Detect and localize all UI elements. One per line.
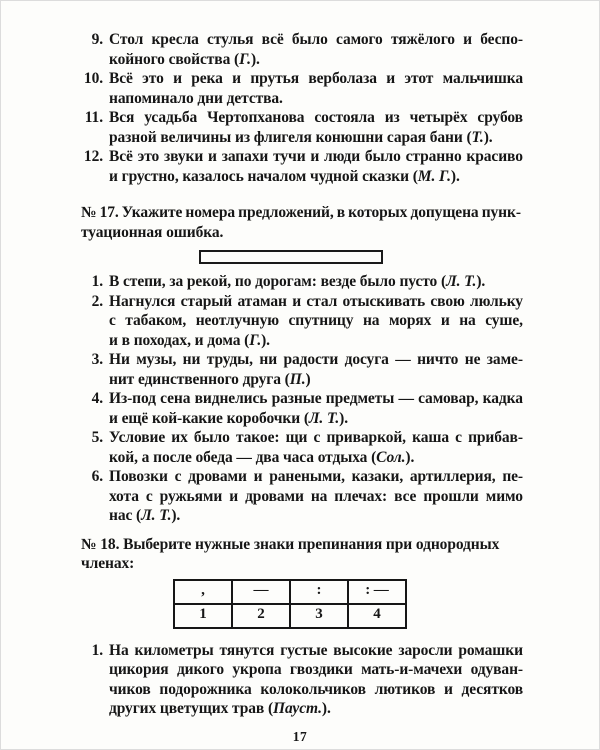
item-text: Стол кресла стулья всё было самого тяжёлого и беспо- койного свойства (Г.). bbox=[109, 31, 523, 68]
list-item bbox=[81, 389, 599, 428]
list-item bbox=[81, 69, 599, 108]
exercise-18-heading-text: № 18. Выберите нужные знаки препинания при однородных членах: bbox=[81, 535, 500, 572]
punctuation-row bbox=[174, 580, 406, 604]
item-number: 12. bbox=[83, 148, 103, 165]
list-item bbox=[81, 108, 599, 147]
list-item bbox=[81, 641, 599, 719]
exercise-17-heading-text: № 17. Укажите номера предложений, в которых допущена пунк- туационная ошибка. bbox=[81, 204, 521, 241]
list-item bbox=[81, 467, 599, 526]
item-number: 9. bbox=[91, 31, 103, 48]
item-number: 3. bbox=[91, 351, 103, 368]
punct-option-cell: — bbox=[232, 580, 290, 604]
item-number: 6. bbox=[91, 468, 103, 485]
list-item bbox=[81, 30, 599, 69]
item-number: 4. bbox=[91, 390, 103, 407]
item-number: 1. bbox=[91, 641, 103, 659]
list-item bbox=[81, 428, 599, 467]
option-number-row bbox=[174, 604, 406, 628]
item-text: Всё это и река и прутья верболаза и этот мальчишка напоминало дни детства. bbox=[109, 70, 523, 107]
item-text: Нагнулся старый атаман и стал отыскивать свою люльку с табаком, неотлучную спутницу на морях и на суше, и в походах, и дома (Г.). bbox=[109, 292, 523, 349]
exercise-17-items bbox=[1, 272, 599, 526]
option-number-cell: 3 bbox=[290, 604, 348, 628]
item-number: 2. bbox=[91, 292, 103, 310]
item-text: Условие их было такое: щи с приваркой, каша с прибав- кой, а после обеда — два часа отдыха (Сол.). bbox=[109, 429, 523, 466]
option-number-cell: 1 bbox=[174, 604, 232, 628]
exercise-items-9-12 bbox=[1, 30, 599, 186]
item-number: 10. bbox=[83, 70, 103, 87]
option-number-cell: 4 bbox=[348, 604, 406, 628]
exercise-18-items bbox=[1, 641, 599, 719]
item-text: Из-под сена виднелись разные предметы — самовар, кадка и ещё кой-какие коробочки (Л. Т.). bbox=[109, 390, 523, 427]
list-item bbox=[81, 272, 599, 292]
answer-box bbox=[199, 250, 383, 264]
item-number: 1. bbox=[91, 273, 103, 290]
punct-option-cell: : bbox=[290, 580, 348, 604]
item-number: 11. bbox=[84, 109, 103, 126]
punct-option-cell: , bbox=[174, 580, 232, 604]
list-item bbox=[81, 147, 599, 186]
item-text: На километры тянутся густые высокие заросли ромашки цикория дикого укропа гвоздики мать-и-мачехи одуван- чиков подорожника колокольчиков лютиков и десятков других цветущих трав (Пауст.). bbox=[109, 641, 523, 717]
item-number: 5. bbox=[91, 429, 103, 446]
exercise-17-heading bbox=[1, 203, 599, 242]
item-text: Всё это звуки и запахи тучи и люди было странно красиво и грустно, казалось началом чудной сказки (М. Г.). bbox=[109, 148, 523, 185]
item-text: В степи, за рекой, по дорогам: везде было пусто (Л. Т.). bbox=[109, 273, 486, 290]
punct-option-cell: : — bbox=[348, 580, 406, 604]
punctuation-options-table bbox=[173, 579, 407, 629]
page-number: 17 bbox=[292, 728, 308, 744]
list-item bbox=[81, 292, 599, 351]
exercise-18-heading bbox=[1, 535, 599, 574]
list-item bbox=[81, 350, 599, 389]
item-text: Вся усадьба Чертопханова состояла из четырёх срубов разной величины из флигеля конюшни сарая бани (Т.). bbox=[109, 109, 523, 146]
item-text: Повозки с дровами и ранеными, казаки, артиллерия, пе- хота с ружьями и дровами на плечах: все прошли мимо нас (Л. Т.). bbox=[109, 468, 523, 524]
option-number-cell: 2 bbox=[232, 604, 290, 628]
item-text: Ни музы, ни труды, ни радости досуга — ничто не заме- нит единственного друга (П.) bbox=[109, 351, 523, 388]
